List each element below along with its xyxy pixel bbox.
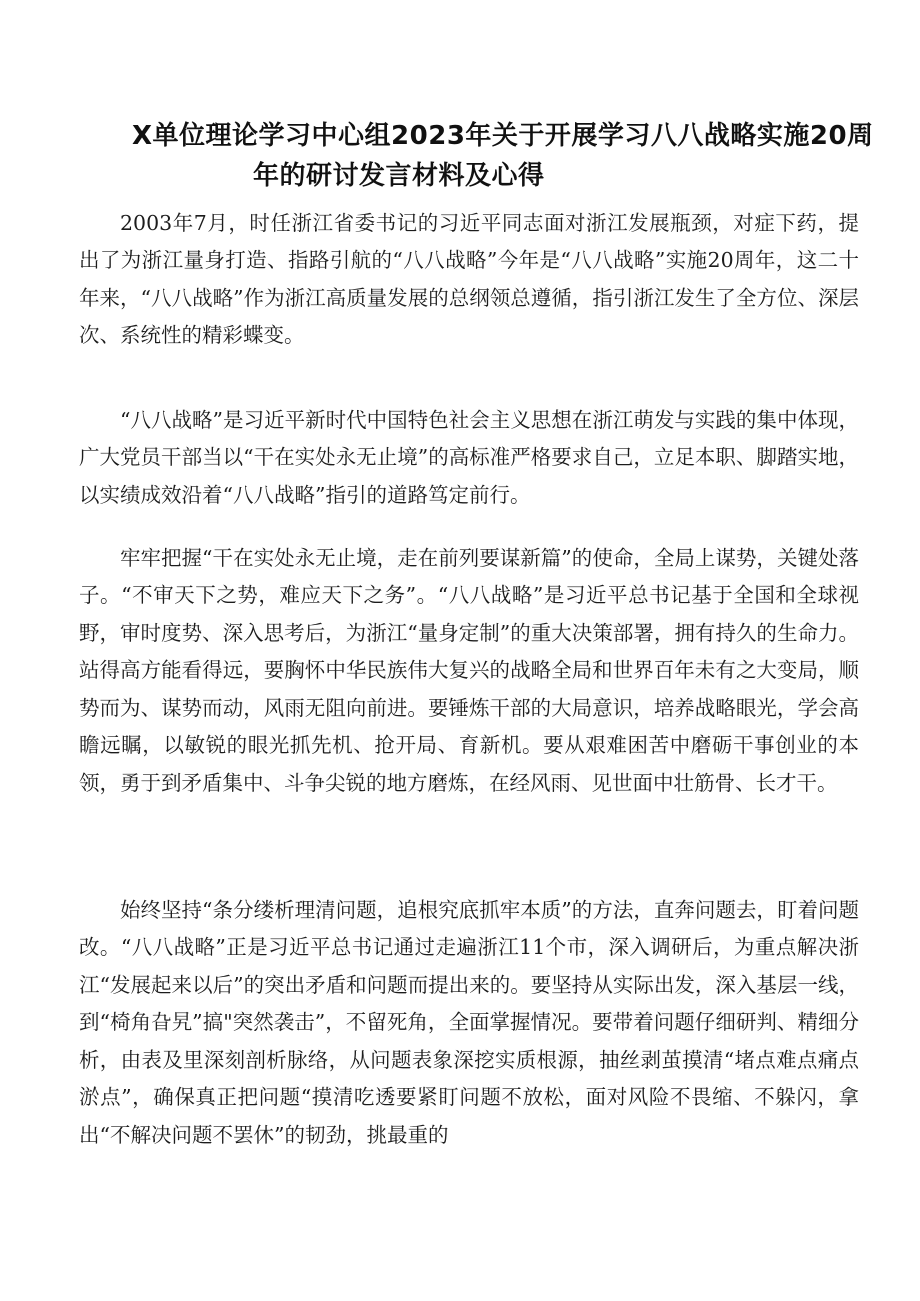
paragraph-3: 牢牢把握“干在实处永无止境，走在前列要谋新篇”的使命，全局上谋势，关键处落子。“不审天下之势，难应天下之务”。“八八战略”是习近平总书记基于全国和全球视野，审时度势、深入思考后，为浙江“量身定制”的重大决策部署，拥有持久的生命力。站得高方能看得远，要胸怀中华民族伟大复兴的战略全局和世界百年未有之大变局，顺势而为、谋势而动，风雨无阻向前进。要锤炼干部的大局意识，培养战略眼光，学会高瞻远瞩，以敏锐的眼光抓先机、抢开局、育新机。要从艰难困苦中磨砺干事创业的本领，勇于到矛盾集中、斗争尖锐的地方磨炼，在经风雨、见世面中壮筋骨、长才干。	[79, 545, 859, 795]
document-title-line2: 年的研讨发言材料及心得	[253, 161, 545, 191]
paragraph-2: “八八战略”是习近平新时代中国特色社会主义思想在浙江萌发与实践的集中体现，广大党员干部当以“干在实处永无止境”的高标准严格要求自己，立足本职、脚踏实地，以实绩成效沿着“八八战略”指引的道路笃定前行。	[79, 407, 859, 507]
document-title-line1: X单位理论学习中心组2023年关于开展学习八八战略实施20周	[132, 121, 874, 151]
paragraph-1: 2003年7月，时任浙江省委书记的习近平同志面对浙江发展瓶颈，对症下药，提出了为浙江量身打造、指路引航的“八八战略”今年是“八八战略”实施20周年，这二十年来，“八八战略”作为浙江高质量发展的总纲领总遵循，指引浙江发生了全方位、深层次、系统性的精彩蝶变。	[79, 210, 859, 347]
paragraph-4: 始终坚持“条分缕析理清问题，追根究底抓牢本质”的方法，直奔问题去，盯着问题改。“八八战略”正是习近平总书记通过走遍浙江11个市，深入调研后，为重点解决浙江“发展起来以后”的突出矛盾和问题而提出来的。要坚持从实际出发，深入基层一线，到“椅角旮旯”搞"突然袭击”，不留死角，全面掌握情况。要带着问题仔细研判、精细分析，由表及里深刻剖析脉络，从问题表象深挖实质根源，抽丝剥茧摸清“堵点难点痛点淤点”，确保真正把问题“摸清吃透要紧盯问题不放松，面对风险不畏缩、不躲闪，拿出“不解决问题不罢休”的韧劲，挑最重的	[79, 897, 859, 1147]
